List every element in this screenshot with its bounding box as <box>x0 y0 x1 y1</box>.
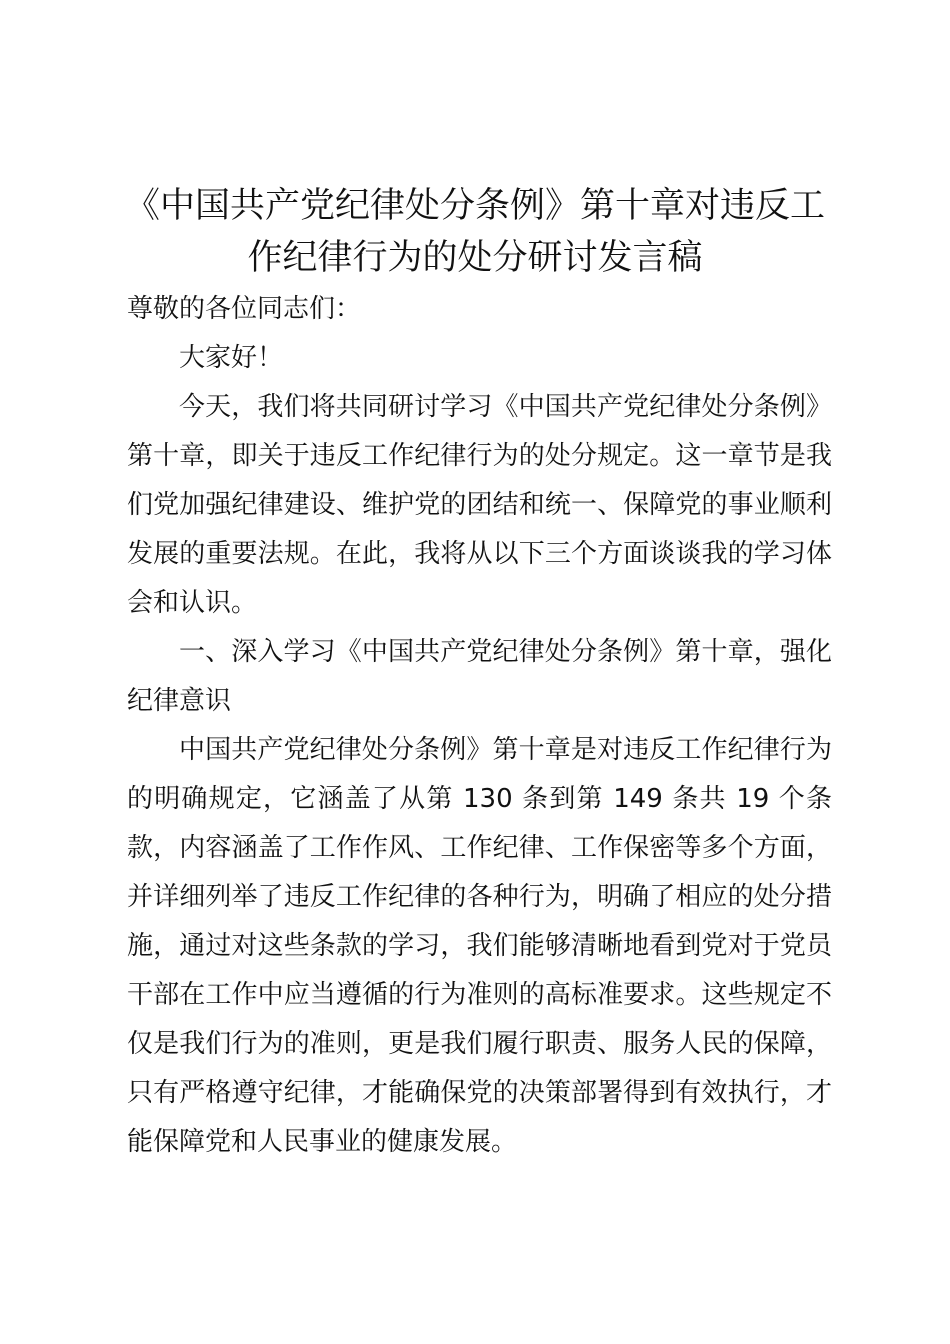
document-title: 《中国共产党纪律处分条例》第十章对违反工作纪律行为的处分研讨发言稿 <box>124 186 825 278</box>
intro-paragraph: 今天，我们将共同研讨学习《中国共产党纪律处分条例》第十章，即关于违反工作纪律行为的处分规定。这一章节是我们党加强纪律建设、维护党的团结和统一、保障党的事业顺利发展的重要法规。在此，我将从以下三个方面谈谈我的学习体会和认识。 <box>127 392 832 618</box>
salutation-line: 尊敬的各位同志们： <box>127 294 362 324</box>
section-heading-one: 一、深入学习《中国共产党纪律处分条例》第十章，强化纪律意识 <box>127 637 832 716</box>
section-one-paragraph: 中国共产党纪律处分条例》第十章是对违反工作纪律行为的明确规定，它涵盖了从第 130 条到第 149 条共 19 个条款，内容涵盖了工作作风、工作纪律、工作保密等多个方面，并详细列举了违反工作纪律的各种行为，明确了相应的处分措施，通过对这些条款的学习，我们能够清晰地看到党对于党员干部在工作中应当遵循的行为准则的高标准要求。这些规定不仅是我们行为的准则，更是我们履行职责、服务人民的保障，只有严格遵守纪律，才能确保党的决策部署得到有效执行，才能保障党和人民事业的健康发展。 <box>127 735 832 1157</box>
document-body <box>127 285 832 1167</box>
greeting-line: 大家好！ <box>179 343 284 373</box>
